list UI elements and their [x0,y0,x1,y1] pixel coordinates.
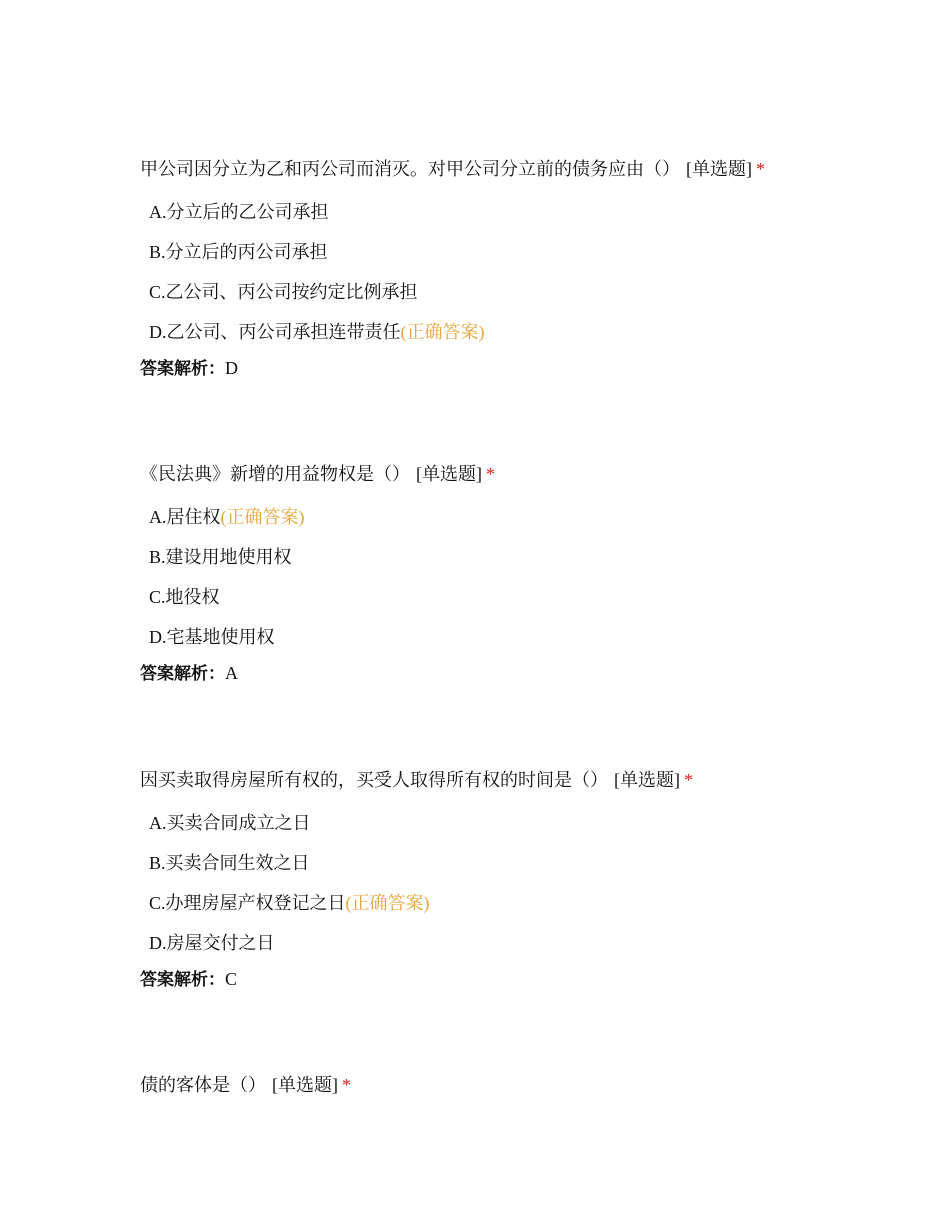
option-a [149,811,900,835]
option-text: B.买卖合同生效之日 [149,853,310,873]
option-text: C.乙公司、丙公司按约定比例承担 [149,282,418,302]
option-b [149,545,900,569]
analysis-label: 答案解析： [140,359,225,379]
option-d [149,931,900,955]
analysis-value: A [225,663,238,683]
option-text: D.房屋交付之日 [149,933,275,953]
option-b [149,240,900,264]
question-3 [140,768,900,991]
option-text: A.居住权 [149,507,221,527]
question-type: [单选题] [272,1075,338,1095]
option-a [149,200,900,224]
answer-analysis [140,967,900,991]
question-4 [140,1073,900,1097]
question-text: 债的客体是（） [140,1075,266,1095]
option-c [149,585,900,609]
required-mark: * [486,464,495,484]
options-list [140,811,900,955]
option-b [149,851,900,875]
question-text: 《民法典》新增的用益物权是（） [140,464,410,484]
option-text: B.建设用地使用权 [149,547,292,567]
answer-analysis [140,661,900,685]
option-text: B.分立后的丙公司承担 [149,242,328,262]
question-type: [单选题] [614,770,680,790]
options-list [140,505,900,649]
answer-analysis [140,356,900,380]
option-a [149,505,900,529]
options-list [140,200,900,344]
option-text: A.分立后的乙公司承担 [149,202,329,222]
correct-answer-label: (正确答案) [345,893,430,913]
option-c [149,891,900,915]
question-type: [单选题] [686,159,752,179]
analysis-label: 答案解析： [140,664,225,684]
question-2 [140,462,900,685]
analysis-value: C [225,969,238,989]
question-title [140,157,900,181]
question-title [140,462,900,486]
option-text: D.宅基地使用权 [149,627,275,647]
correct-answer-label: (正确答案) [220,507,305,527]
question-type: [单选题] [416,464,482,484]
question-title [140,768,900,792]
option-text: A.买卖合同成立之日 [149,813,311,833]
option-d [149,625,900,649]
analysis-value: D [225,358,238,378]
correct-answer-label: (正确答案) [400,322,485,342]
option-text: C.办理房屋产权登记之日 [149,893,346,913]
question-1 [140,157,900,380]
option-text: C.地役权 [149,587,220,607]
analysis-label: 答案解析： [140,970,225,990]
question-title [140,1073,900,1097]
required-mark: * [684,770,693,790]
option-text: D.乙公司、丙公司承担连带责任 [149,322,401,342]
required-mark: * [756,159,765,179]
option-c [149,280,900,304]
option-d [149,320,900,344]
question-text: 甲公司因分立为乙和丙公司而消灭。对甲公司分立前的债务应由（） [140,159,680,179]
question-text: 因买卖取得房屋所有权的，买受人取得所有权的时间是（） [140,770,608,790]
required-mark: * [342,1075,351,1095]
